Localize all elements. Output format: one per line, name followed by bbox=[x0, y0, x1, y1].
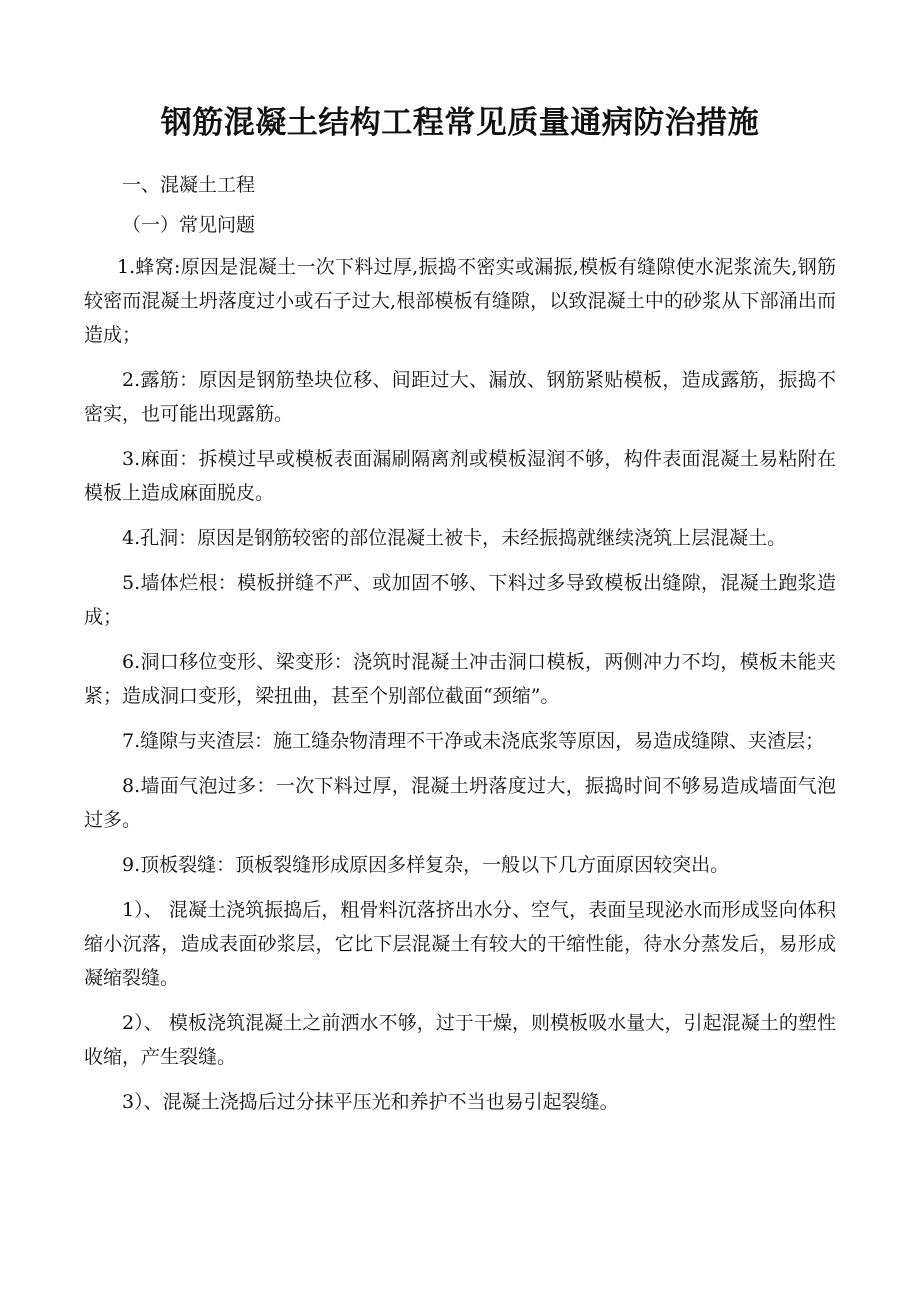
paragraph-crack-cause-3: 3）、混凝土浇捣后过分抹平压光和养护不当也易引起裂缝。 bbox=[122, 1091, 619, 1113]
paragraph-wall-root-rot: 5.墙体烂根：模板拼缝不严、或加固不够、下料过多导致模板出缝隙，混凝土跑浆造成； bbox=[84, 572, 836, 628]
paragraph-honeycomb: 1.蜂窝:原因是混凝土一次下料过厚,振捣不密实或漏振,模板有缝隙使水泥浆流失,钢筋较密而混凝土坍落度过小或石子过大,根部模板有缝隙，以致混凝土中的砂浆从下部涌出而造成； bbox=[84, 256, 836, 346]
paragraph-crack-cause-1: 1）、 混凝土浇筑振捣后，粗骨料沉落挤出水分、空气，表面呈现泌水而形成竖向体积缩小沉落，造成表面砂浆层，它比下层混凝土有较大的干缩性能，待水分蒸发后，易形成凝缩裂缝。 bbox=[84, 899, 836, 989]
paragraph-wall-bubbles: 8.墙面气泡过多：一次下料过厚，混凝土坍落度过大，振捣时间不够易造成墙面气泡过多。 bbox=[84, 775, 836, 831]
paragraph-gaps-slag: 7.缝隙与夹渣层：施工缝杂物清理不干净或未浇底浆等原因，易造成缝隙、夹渣层； bbox=[122, 730, 825, 752]
paragraph-crack-cause-2: 2）、 模板浇筑混凝土之前洒水不够，过于干燥，则模板吸水量大，引起混凝土的塑性收缩，产生裂缝。 bbox=[84, 1012, 836, 1068]
paragraph-exposed-rebar: 2.露筋：原因是钢筋垫块位移、间距过大、漏放、钢筋紧贴模板，造成露筋，振捣不密实，也可能出现露筋。 bbox=[84, 369, 836, 425]
subsection-heading: （一）常见问题 bbox=[122, 214, 256, 236]
paragraph-holes: 4.孔洞：原因是钢筋较密的部位混凝土被卡，未经振捣就继续浇筑上层混凝土。 bbox=[122, 527, 787, 549]
paragraph-opening-deformation: 6.洞口移位变形、梁变形：浇筑时混凝土冲击洞口模板，两侧冲力不均，模板未能夹紧；造成洞口变形，梁扭曲，甚至个别部位截面“颈缩”。 bbox=[84, 651, 836, 707]
section-heading: 一、混凝土工程 bbox=[122, 174, 256, 196]
paragraph-slab-cracks: 9.顶板裂缝：顶板裂缝形成原因多样复杂，一般以下几方面原因较突出。 bbox=[122, 854, 730, 876]
paragraph-pitted-surface: 3.麻面：拆模过早或模板表面漏刷隔离剂或模板湿润不够，构件表面混凝土易粘附在模板上造成麻面脱皮。 bbox=[84, 448, 836, 504]
document-title: 钢筋混凝土结构工程常见质量通病防治措施 bbox=[160, 105, 760, 141]
